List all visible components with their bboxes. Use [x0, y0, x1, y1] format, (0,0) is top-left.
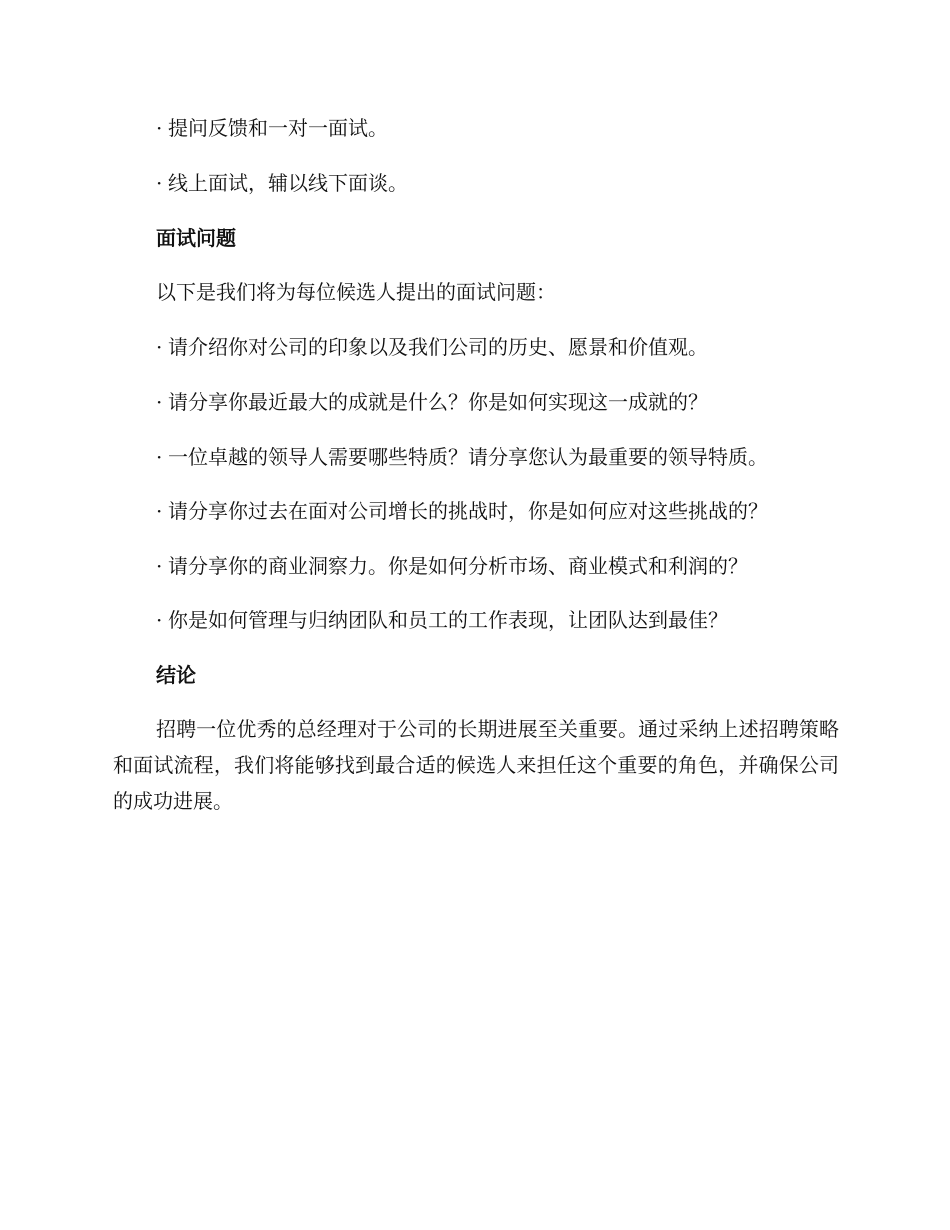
bullet-symbol: ·: [156, 554, 163, 578]
question-item: [156, 443, 768, 471]
question-text: 请分享你的商业洞察力。你是如何分析市场、商业模式和利润的？: [168, 554, 748, 578]
question-text: 请分享你过去在面对公司增长的挑战时，你是如何应对这些挑战的？: [168, 499, 768, 523]
question-item: [156, 333, 708, 361]
interview-intro: 以下是我们将为每位候选人提出的面试问题：: [156, 280, 556, 304]
bullet-text: 线上面试，辅以线下面谈。: [168, 171, 408, 195]
bullet-symbol: ·: [156, 116, 163, 140]
bullet-item: [156, 169, 408, 197]
bullet-symbol: ·: [156, 335, 163, 359]
question-text: 你是如何管理与归纳团队和员工的工作表现，让团队达到最佳？: [168, 608, 728, 632]
bullet-symbol: ·: [156, 499, 163, 523]
bullet-symbol: ·: [156, 171, 163, 195]
bullet-symbol: ·: [156, 390, 163, 414]
question-item: [156, 388, 708, 416]
section-heading-interview: 面试问题: [156, 226, 236, 250]
bullet-symbol: ·: [156, 445, 163, 469]
question-item: [156, 606, 728, 634]
question-text: 请介绍你对公司的印象以及我们公司的历史、愿景和价值观。: [168, 335, 708, 359]
bullet-symbol: ·: [156, 608, 163, 632]
question-item: [156, 497, 768, 525]
bullet-text: 提问反馈和一对一面试。: [168, 116, 388, 140]
question-text: 请分享你最近最大的成就是什么？你是如何实现这一成就的？: [168, 390, 708, 414]
question-text: 一位卓越的领导人需要哪些特质？请分享您认为最重要的领导特质。: [168, 445, 768, 469]
bullet-item: [156, 114, 388, 142]
conclusion-paragraph: 招聘一位优秀的总经理对于公司的长期进展至关重要。通过采纳上述招聘策略和面试流程，我们将能够找到最合适的候选人来担任这个重要的角色，并确保公司的成功进展。: [113, 717, 839, 813]
section-heading-conclusion: 结论: [156, 663, 196, 687]
question-item: [156, 552, 748, 580]
